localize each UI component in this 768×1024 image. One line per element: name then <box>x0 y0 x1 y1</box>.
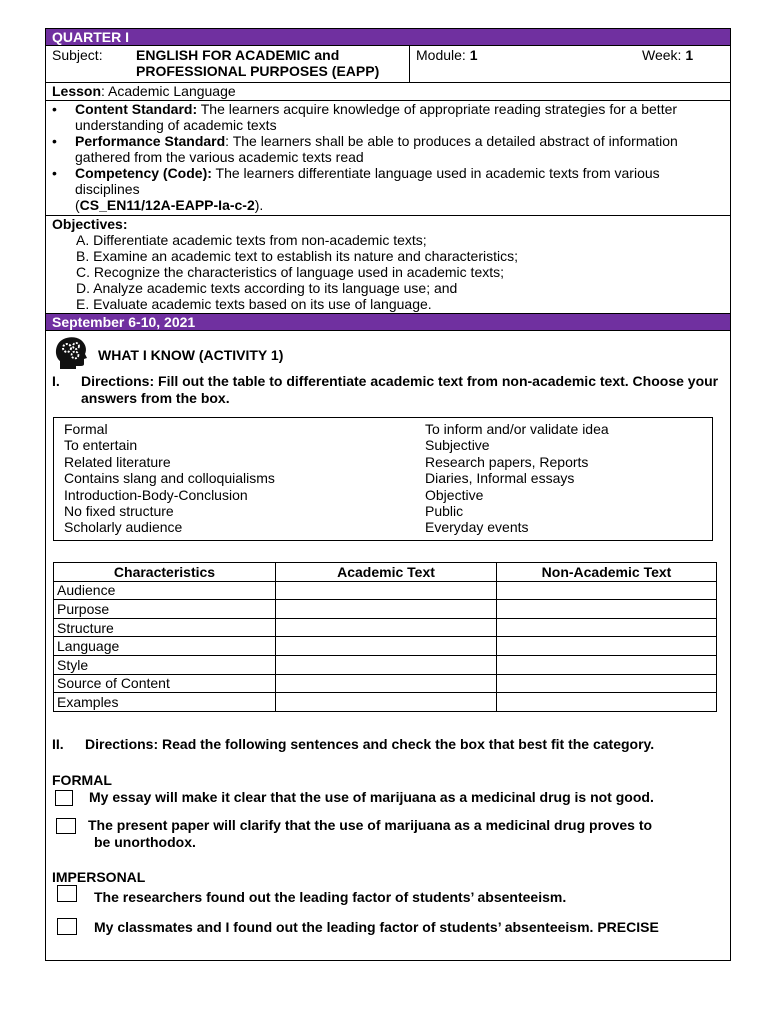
formal-title: FORMAL <box>52 771 112 788</box>
module-label: Module: <box>416 47 466 63</box>
directions-1 <box>52 373 724 407</box>
characteristics-table <box>53 562 717 712</box>
choice-item: Subjective <box>425 437 490 454</box>
choice-item: Contains slang and colloquialisms <box>64 470 275 487</box>
answer-cell[interactable] <box>497 637 717 656</box>
bullet-icon: • <box>52 165 57 181</box>
answer-cell[interactable] <box>276 581 497 600</box>
answer-cell[interactable] <box>276 600 497 619</box>
impersonal-sentence-2 <box>52 917 724 937</box>
choice-item: Objective <box>425 486 484 503</box>
impersonal-sentence-1 <box>52 885 724 905</box>
objective-item: E. Evaluate academic texts based on its use of language. <box>76 296 432 312</box>
subject-value <box>130 46 410 82</box>
subject-value-line2: PROFESSIONAL PURPOSES (EAPP) <box>136 63 380 79</box>
subject-value-line1: ENGLISH FOR ACADEMIC and <box>136 47 340 63</box>
objective-item: A. Differentiate academic texts from non-academic texts; <box>76 232 427 248</box>
choice-item: Public <box>425 503 464 520</box>
answer-cell[interactable] <box>497 693 717 712</box>
week-label: Week: <box>642 47 682 63</box>
table-row <box>54 674 717 693</box>
quarter-bar: QUARTER I <box>46 29 730 46</box>
choice-item: Research papers, Reports <box>425 453 589 470</box>
code-prefix: ( <box>75 197 80 213</box>
row-label: Examples <box>54 693 276 712</box>
table-header: Academic Text <box>276 563 497 582</box>
table-row <box>54 693 717 712</box>
lesson-value: : Academic Language <box>101 83 236 99</box>
competency <box>52 165 724 213</box>
answer-cell[interactable] <box>276 637 497 656</box>
table-header: Characteristics <box>54 563 276 582</box>
standard-text: The learners acquire knowledge of appropriate reading strategies for a better <box>197 101 678 117</box>
directions-number: I. <box>52 373 60 389</box>
answer-cell[interactable] <box>497 600 717 619</box>
choice-item: Introduction-Body-Conclusion <box>64 486 248 503</box>
directions-text: Directions: Fill out the table to differentiate academic text from non-academic text. Choose your <box>81 373 719 389</box>
choice-item: Scholarly audience <box>64 519 183 536</box>
row-label: Source of Content <box>54 674 276 693</box>
standard-title: Content Standard: <box>75 101 198 117</box>
answer-cell[interactable] <box>276 618 497 637</box>
week-value: 1 <box>685 47 694 63</box>
activity-title: WHAT I KNOW (ACTIVITY 1) <box>98 347 284 363</box>
bullet-icon: • <box>52 133 57 149</box>
choice-item: Formal <box>64 421 108 437</box>
subject-row <box>46 46 730 83</box>
directions-number: II. <box>52 735 64 752</box>
answer-cell[interactable] <box>276 655 497 674</box>
thinking-head-icon <box>54 335 88 371</box>
sentence-text: My classmates and I found out the leading factor of students’ absenteeism. PRECISE <box>94 918 659 935</box>
lesson-label: Lesson <box>52 83 102 99</box>
row-label: Style <box>54 655 276 674</box>
answer-cell[interactable] <box>497 618 717 637</box>
standard-title: Performance Standard <box>75 133 226 149</box>
choice-item: Everyday events <box>425 519 529 536</box>
table-row <box>54 618 717 637</box>
worksheet-page <box>45 28 731 961</box>
table-row <box>54 581 717 600</box>
module-value: 1 <box>469 47 478 63</box>
subject-label: Subject: <box>52 47 103 63</box>
standard-text: The learners differentiate language used in academic texts from various disciplines <box>75 165 660 197</box>
table-row <box>54 655 717 674</box>
checkbox[interactable] <box>57 885 77 902</box>
answer-cell[interactable] <box>497 581 717 600</box>
standards-section <box>46 101 730 216</box>
competency-code: CS_EN11/12A-EAPP-Ia-c-2 <box>79 197 255 213</box>
directions-2 <box>52 736 724 752</box>
formal-sentence-1 <box>52 789 724 806</box>
choices-box <box>53 417 713 541</box>
checkbox[interactable] <box>55 790 73 806</box>
row-label: Audience <box>54 581 276 600</box>
sentence-text: The researchers found out the leading factor of students’ absenteeism. <box>94 888 567 905</box>
module-cell <box>410 46 636 82</box>
sentence-text: be unorthodox. <box>94 833 196 850</box>
performance-standard <box>52 133 724 165</box>
objective-item: B. Examine an academic text to establish its nature and characteristics; <box>76 248 518 264</box>
table-row <box>54 637 717 656</box>
objective-item: C. Recognize the characteristics of language used in academic texts; <box>76 264 505 280</box>
impersonal-title: IMPERSONAL <box>52 868 146 885</box>
standard-text: gathered from the various academic texts read <box>75 149 364 165</box>
standard-title: Competency (Code): <box>75 165 212 181</box>
choice-item: Related literature <box>64 453 171 470</box>
code-suffix: ). <box>254 197 264 213</box>
table-row <box>54 600 717 619</box>
answer-cell[interactable] <box>497 674 717 693</box>
formal-sentence-2 <box>52 817 724 851</box>
table-header: Non-Academic Text <box>497 563 717 582</box>
checkbox[interactable] <box>56 818 76 834</box>
standard-text: understanding of academic texts <box>75 117 277 133</box>
lesson-row <box>46 83 730 101</box>
sentence-text: The present paper will clarify that the use of marijuana as a medicinal drug proves to <box>88 816 653 833</box>
answer-cell[interactable] <box>497 655 717 674</box>
standard-text: : The learners shall be able to produces a detailed abstract of information <box>225 133 678 149</box>
table-header-row <box>54 563 717 582</box>
activity-header <box>52 331 724 373</box>
choices-right-column <box>425 421 609 536</box>
directions-text: answers from the box. <box>81 390 230 406</box>
choices-left-column <box>64 421 275 536</box>
bullet-icon: • <box>52 101 57 117</box>
activity-content <box>46 331 730 937</box>
answer-cell[interactable] <box>276 674 497 693</box>
content-standard <box>52 101 724 133</box>
row-label: Language <box>54 637 276 656</box>
row-label: Purpose <box>54 600 276 619</box>
choice-item: To entertain <box>64 437 138 454</box>
answer-cell[interactable] <box>276 693 497 712</box>
objectives-title: Objectives: <box>52 216 128 232</box>
objective-item: D. Analyze academic texts according to its language use; and <box>76 280 458 296</box>
checkbox[interactable] <box>57 918 77 935</box>
week-cell <box>636 46 730 82</box>
date-bar: September 6-10, 2021 <box>46 314 730 331</box>
directions-text: Directions: Read the following sentences and check the box that best fit the category. <box>85 735 655 752</box>
choice-item: To inform and/or validate idea <box>425 421 609 437</box>
choice-item: No fixed structure <box>64 503 174 520</box>
row-label: Structure <box>54 618 276 637</box>
choice-item: Diaries, Informal essays <box>425 470 575 487</box>
objectives-section <box>46 216 730 314</box>
sentence-text: My essay will make it clear that the use of marijuana as a medicinal drug is not good. <box>89 788 654 805</box>
